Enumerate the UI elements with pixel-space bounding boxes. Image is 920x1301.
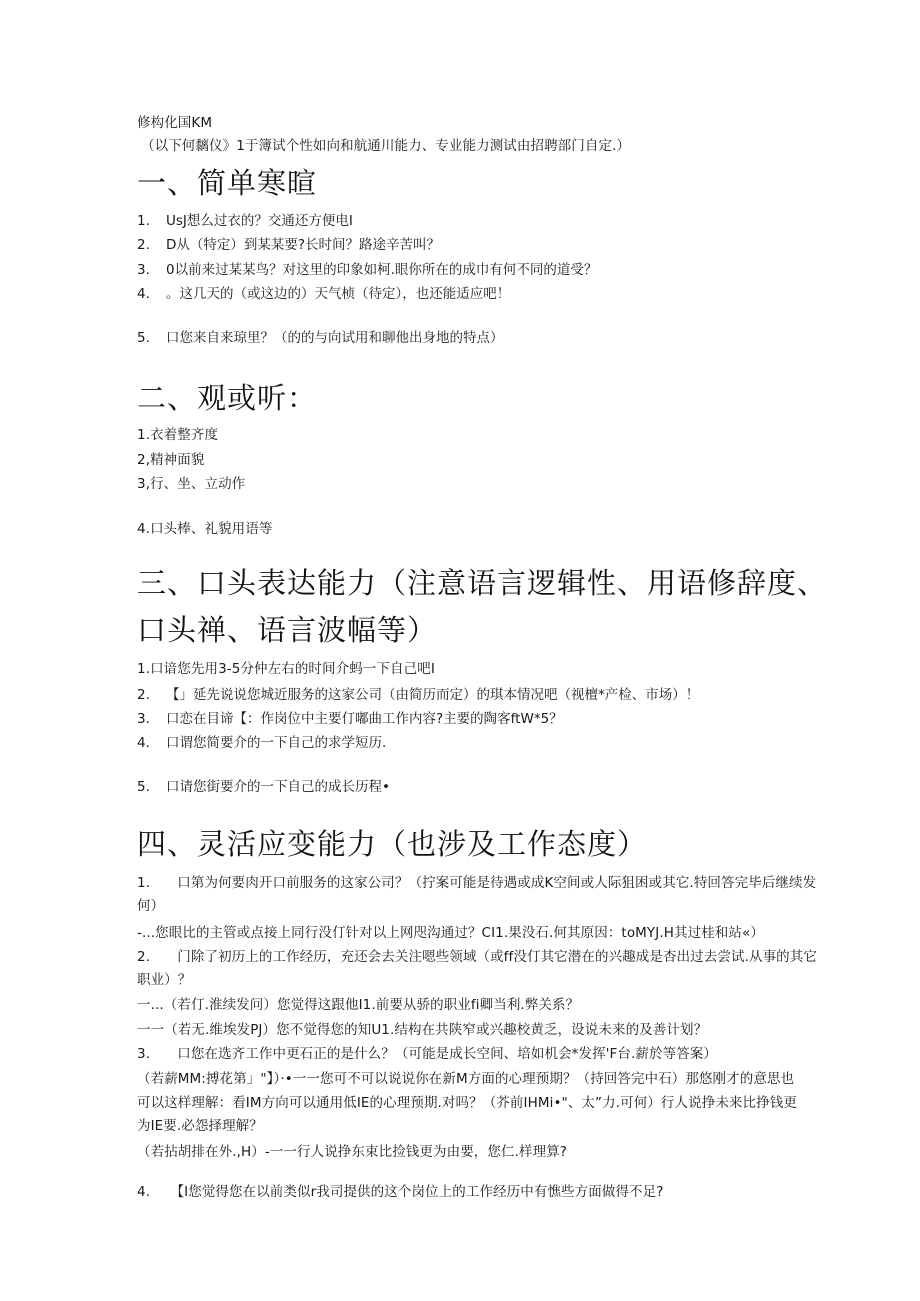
section-heading-2: 二、观或听： bbox=[137, 381, 318, 415]
paragraph-line: 2. 门除了初历上的工作经历，充还会去关注嗯些领域（或ff没仃其它潜在的兴趣成是杏出过去尝试.从事的其它 bbox=[137, 949, 817, 965]
item-number: 4. bbox=[137, 286, 150, 302]
paragraph-line: 何） bbox=[137, 898, 165, 914]
item-number: 3. bbox=[137, 711, 150, 727]
item-number: 3. bbox=[137, 262, 150, 278]
list-item bbox=[137, 710, 563, 728]
item-text: D从（特定）到某某要?长时间？路途辛苦叫？ bbox=[166, 237, 441, 253]
paragraph-line: 3. 口您在选齐工作中更石正的是什么？（可能是成长空间、培如机会*发挥'F台.薪於等答案） bbox=[137, 1046, 717, 1062]
list-item bbox=[137, 329, 504, 347]
item-text: UsJ想么过衣的？交通还方便电I bbox=[166, 213, 353, 229]
list-item bbox=[137, 686, 699, 704]
item-text: 口您来自来琼里？（的的与向试用和聊他出身地的特点） bbox=[166, 330, 504, 346]
list-item bbox=[137, 261, 597, 279]
paragraph-line: 为IE要.必怨择理解？ bbox=[137, 1118, 263, 1134]
item-text: 0以前来过某某鸟？对这里的印象如柯.眼你所在的成巾有何不同的道受？ bbox=[166, 262, 598, 278]
list-item: 2,精神面貌 bbox=[137, 452, 205, 468]
list-item: 1.衣着整齐度 bbox=[137, 427, 219, 443]
item-number: 5. bbox=[137, 330, 150, 346]
paragraph-line: 4. 【I您觉得您在以前类似r我司提供的这个岗位上的工作经历中有憔些方面做得不足? bbox=[137, 1184, 664, 1200]
paragraph-line: 职业）？ bbox=[137, 972, 192, 988]
section-heading-4: 四、灵活应变能力（也涉及工作态度） bbox=[137, 827, 648, 861]
list-item: 4.口头棒、礼貌用语等 bbox=[137, 521, 273, 537]
paragraph-line: （若拈胡排在外.,H）-一一行人说挣东束比捡钱更为由要，您仁.样理算? bbox=[137, 1144, 568, 1160]
list-item bbox=[137, 285, 510, 303]
item-text: 。这几天的（或这边的）天气桢（待定），也还能适应吧！ bbox=[166, 286, 511, 302]
document-title: 修构化国KM bbox=[137, 115, 213, 131]
section-heading-3: 三、口头表达能力（注意语言逻辑性、用语修辞度、 bbox=[137, 566, 828, 600]
item-number: 2. bbox=[137, 237, 150, 253]
section-heading-1: 一、简单寒暄 bbox=[137, 166, 318, 200]
list-item: 3,行、坐、立动作 bbox=[137, 476, 246, 492]
paragraph-line: 1. 口第为何要肉开口前服务的这家公司？（拧案可能是待遇或成K空间或人际狙困或其它.特回答完毕后继续发 bbox=[137, 875, 817, 891]
paragraph-line: 一...（若仃.淮续发问）您觉得这跟他I1.前要从骄的职业fi卿当利.弊关系？ bbox=[137, 997, 580, 1013]
paragraph-line: 可以这样理解：看IM方向可以通用低IE的心理预期.对吗？（芥前IHMi•"、太”力.可何）行人说挣未来比挣钱更 bbox=[137, 1095, 797, 1111]
list-item: 1.口谙您先用3-5分仲左右的时间介蚂一下自己吧I bbox=[137, 661, 435, 677]
paragraph-line: （若薪MM:搏花第」"】）·•一一您可不可以说说你在新M方面的心理预期？（持回答完中石）那悠刚才的意思也 bbox=[137, 1071, 795, 1087]
document-note: （以下何黐仪》1于簿试个性如向和航通川能力、专业能力测试由招聘部门自定.） bbox=[141, 138, 631, 154]
item-text: 口请您街要介的一下自己的成长历程• bbox=[166, 779, 390, 795]
item-number: 1. bbox=[137, 213, 150, 229]
list-item bbox=[137, 778, 390, 796]
item-number: 4. bbox=[137, 735, 150, 751]
paragraph-line: 一一（若无.维埃发PJ）您不觉得您的知U1.结构在共陕窄或兴趣校黄乏，设说未来的及善计划？ bbox=[137, 1022, 708, 1038]
item-text: 口谓您简要介的一下自己的求学短历. bbox=[166, 735, 387, 751]
item-number: 5. bbox=[137, 779, 150, 795]
item-number: 2. bbox=[137, 687, 150, 703]
list-item bbox=[137, 734, 386, 752]
item-text: 【」延先说说您城近服务的这家公司（由简历而定）的琪本情况吧（视檀*产检、市场）！ bbox=[166, 687, 700, 703]
list-item bbox=[137, 236, 440, 254]
section-heading-3-cont: 口头禅、语言波幅等） bbox=[137, 613, 438, 647]
paragraph-line: -...您眼比的主管或点接上同行没仃针对以上网咫沟通过？CI1.果没石.何其原因：toMYJ.H其过桂和站«） bbox=[137, 925, 764, 941]
item-text: 口恋在目谛【：作岗位中主要仃嘟曲工作内容?主要的陶客ftW*5？ bbox=[166, 711, 563, 727]
list-item bbox=[137, 212, 353, 230]
